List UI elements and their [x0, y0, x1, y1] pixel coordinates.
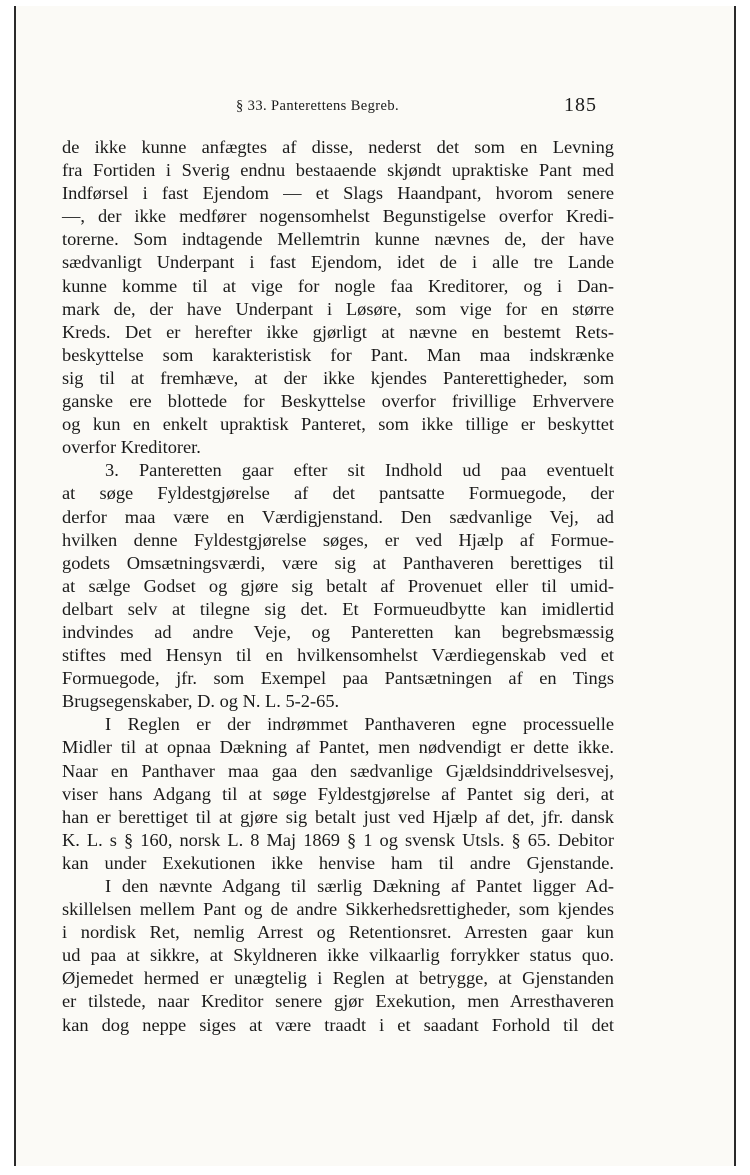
text-line: delbart selv at tilegne sig det. Et Formueudbytte kan imidlertid — [62, 598, 614, 619]
text-line: stiftes med Hensyn til en hvilkensomhelst Værdiegenskab ved et — [62, 645, 614, 666]
text-line: Indførsel i fast Ejendom — et Slags Haandpant, hvorom senere — [62, 183, 614, 204]
text-line: K. L. s § 160, norsk L. 8 Maj 1869 § 1 og svensk Utsls. § 65. Debitor — [62, 829, 614, 850]
text-line: —, der ikke medfører nogensomhelst Begunstigelse overfor Kredi- — [62, 206, 614, 227]
text-line: indvindes ad andre Veje, og Panteretten kan begrebsmæssig — [62, 621, 614, 642]
text-line: skillelsen mellem Pant og de andre Sikkerhedsrettigheder, som kjendes — [62, 899, 614, 920]
text-line: sædvanligt Underpant i fast Ejendom, idet de i alle tre Lande — [62, 252, 614, 273]
text-line: godets Omsætningsværdi, være sig at Panthaveren berettiges til — [62, 552, 614, 573]
text-line: ud paa at sikkre, at Skyldneren ikke vilkaarlig forrykker status quo. — [62, 945, 614, 966]
text-line: overfor Kreditorer. — [62, 437, 201, 458]
paragraph-start-line: I den nævnte Adgang til særlig Dækning af Pantet ligger Ad- — [105, 876, 614, 896]
running-head: § 33. Panterettens Begreb. — [236, 98, 400, 114]
paragraph-start-line: I Reglen er der indrømmet Panthaveren egne processuelle — [105, 714, 614, 735]
text-line: mark de, der have Underpant i Løsøre, som vige for en større — [62, 298, 614, 319]
text-line: hvilken denne Fyldestgjørelse søges, er ved Hjælp af Formue- — [62, 529, 614, 550]
text-line: derfor maa være en Værdigjenstand. Den sædvanlige Vej, ad — [62, 506, 614, 527]
text-line: Kreds. Det er herefter ikke gjørligt at nævne en bestemt Rets- — [62, 321, 614, 342]
text-line: viser hans Adgang til at søge Fyldestgjørelse af Pantet sig deri, at — [62, 783, 614, 804]
text-line: sig til at fremhæve, at der ikke kjendes Panterettigheder, som — [62, 367, 614, 388]
text-line: kan dog neppe siges at være traadt i et saadant Forhold til det — [62, 1014, 614, 1035]
text-line: Formuegode, jfr. som Exempel paa Pantsætningen af en Tings — [62, 668, 614, 689]
paragraph-start-line: 3. Panteretten gaar efter sit Indhold ud paa eventuelt — [105, 460, 614, 481]
text-line: beskyttelse som karakteristisk for Pant. Man maa indskrænke — [62, 344, 614, 365]
text-line: Brugsegenskaber, D. og N. L. 5-2-65. — [62, 691, 340, 712]
text-line: i nordisk Ret, nemlig Arrest og Retentionsret. Arresten gaar kun — [62, 922, 614, 943]
text-line: de ikke kunne anfægtes af disse, nederst det som en Levning — [62, 137, 614, 157]
text-line: Midler til at opnaa Dækning af Pantet, men nødvendigt er dette ikke. — [62, 737, 614, 758]
page-number: 185 — [564, 94, 597, 116]
text-line: at søge Fyldestgjørelse af det pantsatte Formuegode, der — [62, 483, 614, 504]
text-line: Øjemedet hermed er unægtelig i Reglen at betrygge, at Gjenstanden — [62, 968, 614, 989]
text-line: han er berettiget til at gjøre sig betalt just ved Hjælp af det, jfr. dansk — [62, 806, 614, 827]
text-line: kunne komme til at vige for nogle faa Kreditorer, og i Dan- — [62, 275, 614, 296]
text-line: ganske ere blottede for Beskyttelse overfor frivillige Erhververe — [62, 391, 614, 412]
text-line: torerne. Som indtagende Mellemtrin kunne nævnes de, der have — [62, 229, 614, 250]
text-line: og kun en enkelt upraktisk Panteret, som ikke tillige er beskyttet — [62, 414, 614, 435]
page-header — [16, 94, 734, 124]
text-line: at sælge Godset og gjøre sig betalt af Provenuet eller til umid- — [62, 575, 614, 596]
book-page — [14, 6, 736, 1166]
body-text — [62, 136, 614, 1037]
text-line: fra Fortiden i Sverig endnu bestaaende skjøndt upraktiske Pant med — [62, 160, 614, 181]
text-line: er tilstede, naar Kreditor senere gjør Exekution, men Arresthaveren — [62, 991, 614, 1012]
text-line: Naar en Panthaver maa gaa den sædvanlige Gjældsinddrivelsesvej, — [62, 760, 614, 781]
text-line: kan under Exekutionen ikke henvise ham til andre Gjenstande. — [62, 852, 614, 873]
